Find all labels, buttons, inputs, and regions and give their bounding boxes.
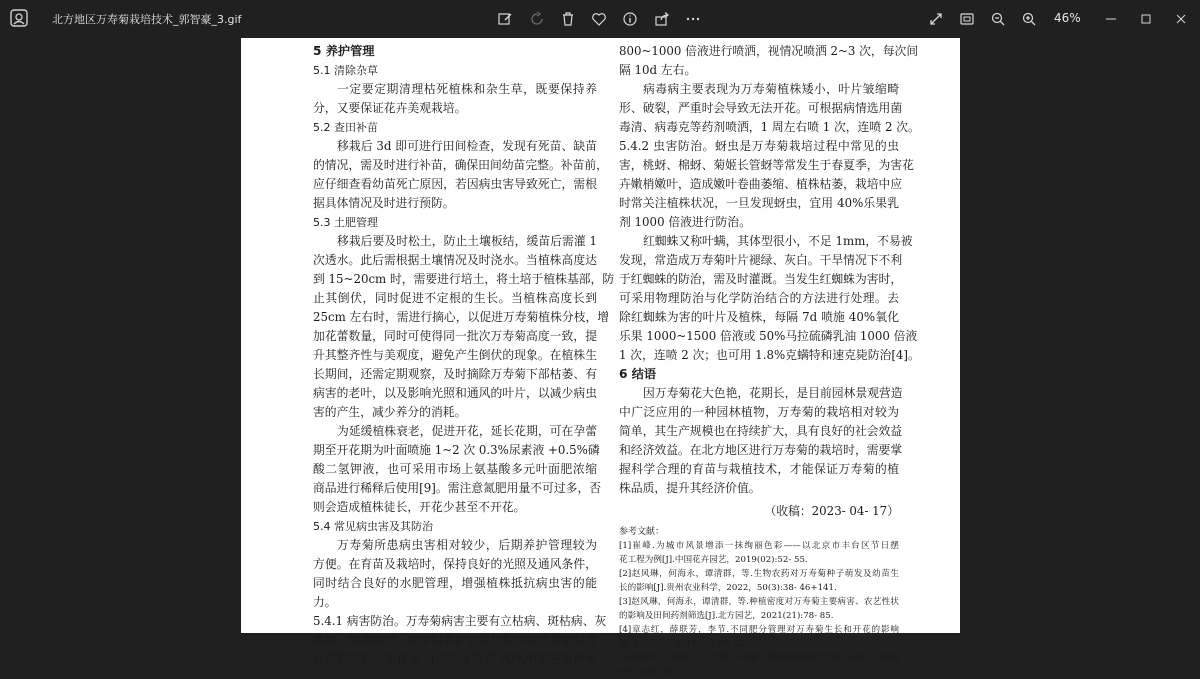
text-line: 应仔细查看幼苗死亡原因，若因病虫害导致死亡，需根 bbox=[313, 177, 597, 191]
text-line: 5.3 土肥管理 bbox=[313, 216, 378, 229]
text-line: 行药物防治，如在 6 月中旬可喷洒 70%甲基托布津可 bbox=[313, 652, 597, 666]
text-line: 方便。在育苗及栽培时，保持良好的光照及通风条件， bbox=[313, 557, 597, 571]
close-icon[interactable] bbox=[1170, 8, 1192, 30]
text-line: 的情况，需及时进行补苗，确保田间幼苗完整。补苗前， bbox=[313, 158, 608, 172]
text-line: 时常关注植株状况，一旦发现蚜虫，宜用 40%乐果乳 bbox=[619, 196, 899, 210]
reference-line: [2]赵风琳，何海永，谭清群，等.生物农药对万寿菊种子萌发及幼苗生 bbox=[619, 569, 899, 579]
zoom-in-icon[interactable] bbox=[1018, 8, 1040, 30]
fullscreen-icon[interactable] bbox=[925, 8, 947, 30]
favorite-icon[interactable] bbox=[588, 8, 610, 30]
text-line: 万寿菊所患病虫害相对较少，后期养护管理较为 bbox=[337, 538, 597, 552]
text-line: 800~1000 倍液进行喷洒，视情况喷洒 2~3 次，每次间 bbox=[619, 44, 919, 58]
text-line: 除红蜘蛛为害的叶片及植株，每隔 7d 喷施 40%氧化 bbox=[619, 310, 899, 324]
text-line: 可采用物理防治与化学防治结合的方法进行处理。去 bbox=[619, 291, 899, 305]
text-line: 病毒病主要表现为万寿菊植株矮小，叶片皱缩畸 bbox=[643, 82, 899, 96]
text-line: 乐果 1000~1500 倍液或 50%马拉硫磷乳油 1000 倍液 bbox=[619, 329, 918, 343]
image-viewer[interactable] bbox=[0, 38, 1200, 677]
text-line: 到 15~20cm 时，需要进行培土，将土培于植株基部，防 bbox=[313, 272, 615, 286]
text-line: 5.4.2 虫害防治。蚜虫是万寿菊栽培过程中常见的虫 bbox=[619, 139, 899, 153]
left-column bbox=[313, 42, 615, 669]
received-date: （收稿：2023- 04- 17） bbox=[764, 504, 899, 518]
document-page bbox=[241, 38, 960, 677]
text-line: 中广泛应用的一种园林植物，万寿菊的栽培相对较为 bbox=[619, 405, 899, 419]
text-line: 力。 bbox=[313, 595, 337, 609]
share-icon[interactable] bbox=[651, 8, 673, 30]
fit-icon[interactable] bbox=[956, 8, 978, 30]
text-line: 红蜘蛛又称叶螨，其体型很小，不足 1mm，不易被 bbox=[643, 234, 913, 248]
reference-line: [4]章志红，薛联芳，李节.不同肥分管理对万寿菊生长和开花的影响 bbox=[619, 625, 899, 635]
text-line: 商品进行稀释后使用[9]。需注意氮肥用量不可过多，否 bbox=[313, 481, 602, 495]
text-line: 5.4 常见病虫害及其防治 bbox=[313, 520, 433, 533]
reference-line: [J].北方园艺，2017(02):80- 82. bbox=[619, 639, 748, 649]
text-line: 5.1 清除杂草 bbox=[313, 64, 378, 77]
reference-line: [5]杨振华，王致和，王生荣.万寿菊主要病害及防治[J].北方园艺，2008 bbox=[619, 653, 899, 663]
text-line: 期至开花期为叶面喷施 1~2 次 0.3%尿素液 +0.5%磷 bbox=[313, 443, 600, 457]
text-line: 发现，常造成万寿菊叶片褪绿、灰白。干旱情况下不利 bbox=[619, 253, 903, 267]
zoom-level: 46% bbox=[1054, 11, 1081, 25]
text-line: 一定要定期清理枯死植株和杂生草，既要保持养 bbox=[337, 82, 597, 96]
reference-line: 花工程为例[J].中国花卉园艺，2019(02):52- 55. bbox=[619, 555, 808, 565]
window-title: 北方地区万寿菊栽培技术_郭智豪_3.gif bbox=[52, 13, 242, 26]
text-line: 分，又要保证花卉美观栽培。 bbox=[313, 101, 467, 115]
text-line: 卉嫩梢嫩叶，造成嫩叶卷曲萎缩、植株枯萎，栽培中应 bbox=[619, 177, 903, 191]
more-icon[interactable] bbox=[682, 8, 704, 30]
delete-icon[interactable] bbox=[557, 8, 579, 30]
text-line: 握科学合理的育苗与栽植技术，才能保证万寿菊的植 bbox=[619, 462, 899, 476]
title-bar bbox=[0, 0, 1200, 38]
reference-line: [3]赵风琳，何海永，谭清群，等.种植密度对万寿菊主要病害、农艺性状 bbox=[619, 597, 899, 607]
text-line: 移栽后要及时松土，防止土壤板结，缓苗后需灌 1 bbox=[337, 234, 597, 248]
text-line: 简单，其生产规模也在持续扩大，具有良好的社会效益 bbox=[619, 424, 903, 438]
zoom-out-icon[interactable] bbox=[987, 8, 1009, 30]
text-line: 隔 10d 左右。 bbox=[619, 63, 697, 77]
text-line: 酸二氢钾液，也可采用市场上氨基酸多元叶面肥浓缩 bbox=[313, 462, 597, 476]
edit-icon[interactable] bbox=[494, 8, 516, 30]
text-line: 5.4.1 病害防治。万寿菊病害主要有立枯病、斑枯病、灰 bbox=[313, 614, 607, 628]
text-line: 5.2 查田补苗 bbox=[313, 121, 378, 134]
text-line: 则会造成植株徒长，开花少甚至不开花。 bbox=[313, 500, 526, 514]
text-line: 25cm 左右时，需进行摘心，以促进万寿菊植株分枝，增 bbox=[313, 310, 610, 324]
text-line: 霉病、病毒病等。在平时养护管理过程中应注意定时进 bbox=[313, 633, 597, 647]
text-line: 1 次，连喷 2 次；也可用 1.8%克螨特和速克毙防治[4]。 bbox=[619, 348, 920, 362]
text-line: 6 结语 bbox=[619, 367, 657, 381]
text-line: 据具体情况及时进行预防。 bbox=[313, 196, 455, 210]
text-line: 害的产生，减少养分的消耗。 bbox=[313, 405, 467, 419]
reference-line: [1]崔峰.为城市风景增添一抹绚丽色彩——以北京市丰台区节日摆 bbox=[619, 541, 899, 551]
reference-line: (07):240- 241. bbox=[619, 667, 681, 677]
text-line: 移栽后 3d 即可进行田间检查，发现有死苗、缺苗 bbox=[337, 139, 597, 153]
text-line: 于红蜘蛛的防治，需及时灌溉。当发生红蜘蛛为害时， bbox=[619, 272, 903, 286]
text-line: 止其倒伏，同时促进不定根的生长。当植株高度长到 bbox=[313, 291, 597, 305]
text-line: 病害的老叶，以及影响光照和通风的叶片，以减少病虫 bbox=[313, 386, 597, 400]
maximize-icon[interactable] bbox=[1135, 8, 1157, 30]
text-line: 和经济效益。在北方地区进行万寿菊的栽培时，需要掌 bbox=[619, 443, 903, 457]
text-line: 害，桃蚜、棉蚜、菊姬长管蚜等常发生于春夏季，为害花 bbox=[619, 158, 914, 172]
text-line: 为延缓植株衰老，促进开花，延长花期，可在孕蕾 bbox=[337, 424, 597, 438]
minimize-icon[interactable] bbox=[1100, 8, 1122, 30]
rotate-icon[interactable] bbox=[526, 8, 548, 30]
references-title: 参考文献： bbox=[619, 527, 665, 537]
text-line: 长期间，还需定期观察，及时摘除万寿菊下部枯萎、有 bbox=[313, 367, 597, 381]
text-line: 加花蕾数量，同时可使得同一批次万寿菊高度一致，提 bbox=[313, 329, 597, 343]
text-line: 剂 1000 倍液进行防治。 bbox=[619, 215, 751, 229]
text-line: 同时结合良好的水肥管理，增强植株抵抗病虫害的能 bbox=[313, 576, 597, 590]
reference-line: 的影响及田间药剂筛选[J].北方园艺，2021(21):78- 85. bbox=[619, 611, 834, 621]
text-line: 升其整齐性与美观度，避免产生倒伏的现象。在植株生 bbox=[313, 348, 597, 362]
right-column bbox=[619, 42, 920, 679]
info-icon[interactable] bbox=[619, 8, 641, 30]
text-line: 株品质，提升其经济价值。 bbox=[619, 481, 761, 495]
text-line: 毒清、病毒克等药剂喷洒，1 周左右喷 1 次，连喷 2 次。 bbox=[619, 120, 920, 134]
text-line: 形、破裂，严重时会导致无法开花。可根据病情选用菌 bbox=[619, 101, 903, 115]
photos-app-icon bbox=[10, 9, 28, 27]
text-line: 次透水。此后需根据土壤情况及时浇水。当植株高度达 bbox=[313, 253, 597, 267]
text-line: 因万寿菊花大色艳，花期长，是目前园林景观营造 bbox=[643, 386, 903, 400]
text-line: 5 养护管理 bbox=[313, 44, 375, 58]
references-list bbox=[619, 539, 899, 679]
reference-line: 长的影响[J].贵州农业科学，2022，50(3):38- 46+141. bbox=[619, 583, 837, 593]
